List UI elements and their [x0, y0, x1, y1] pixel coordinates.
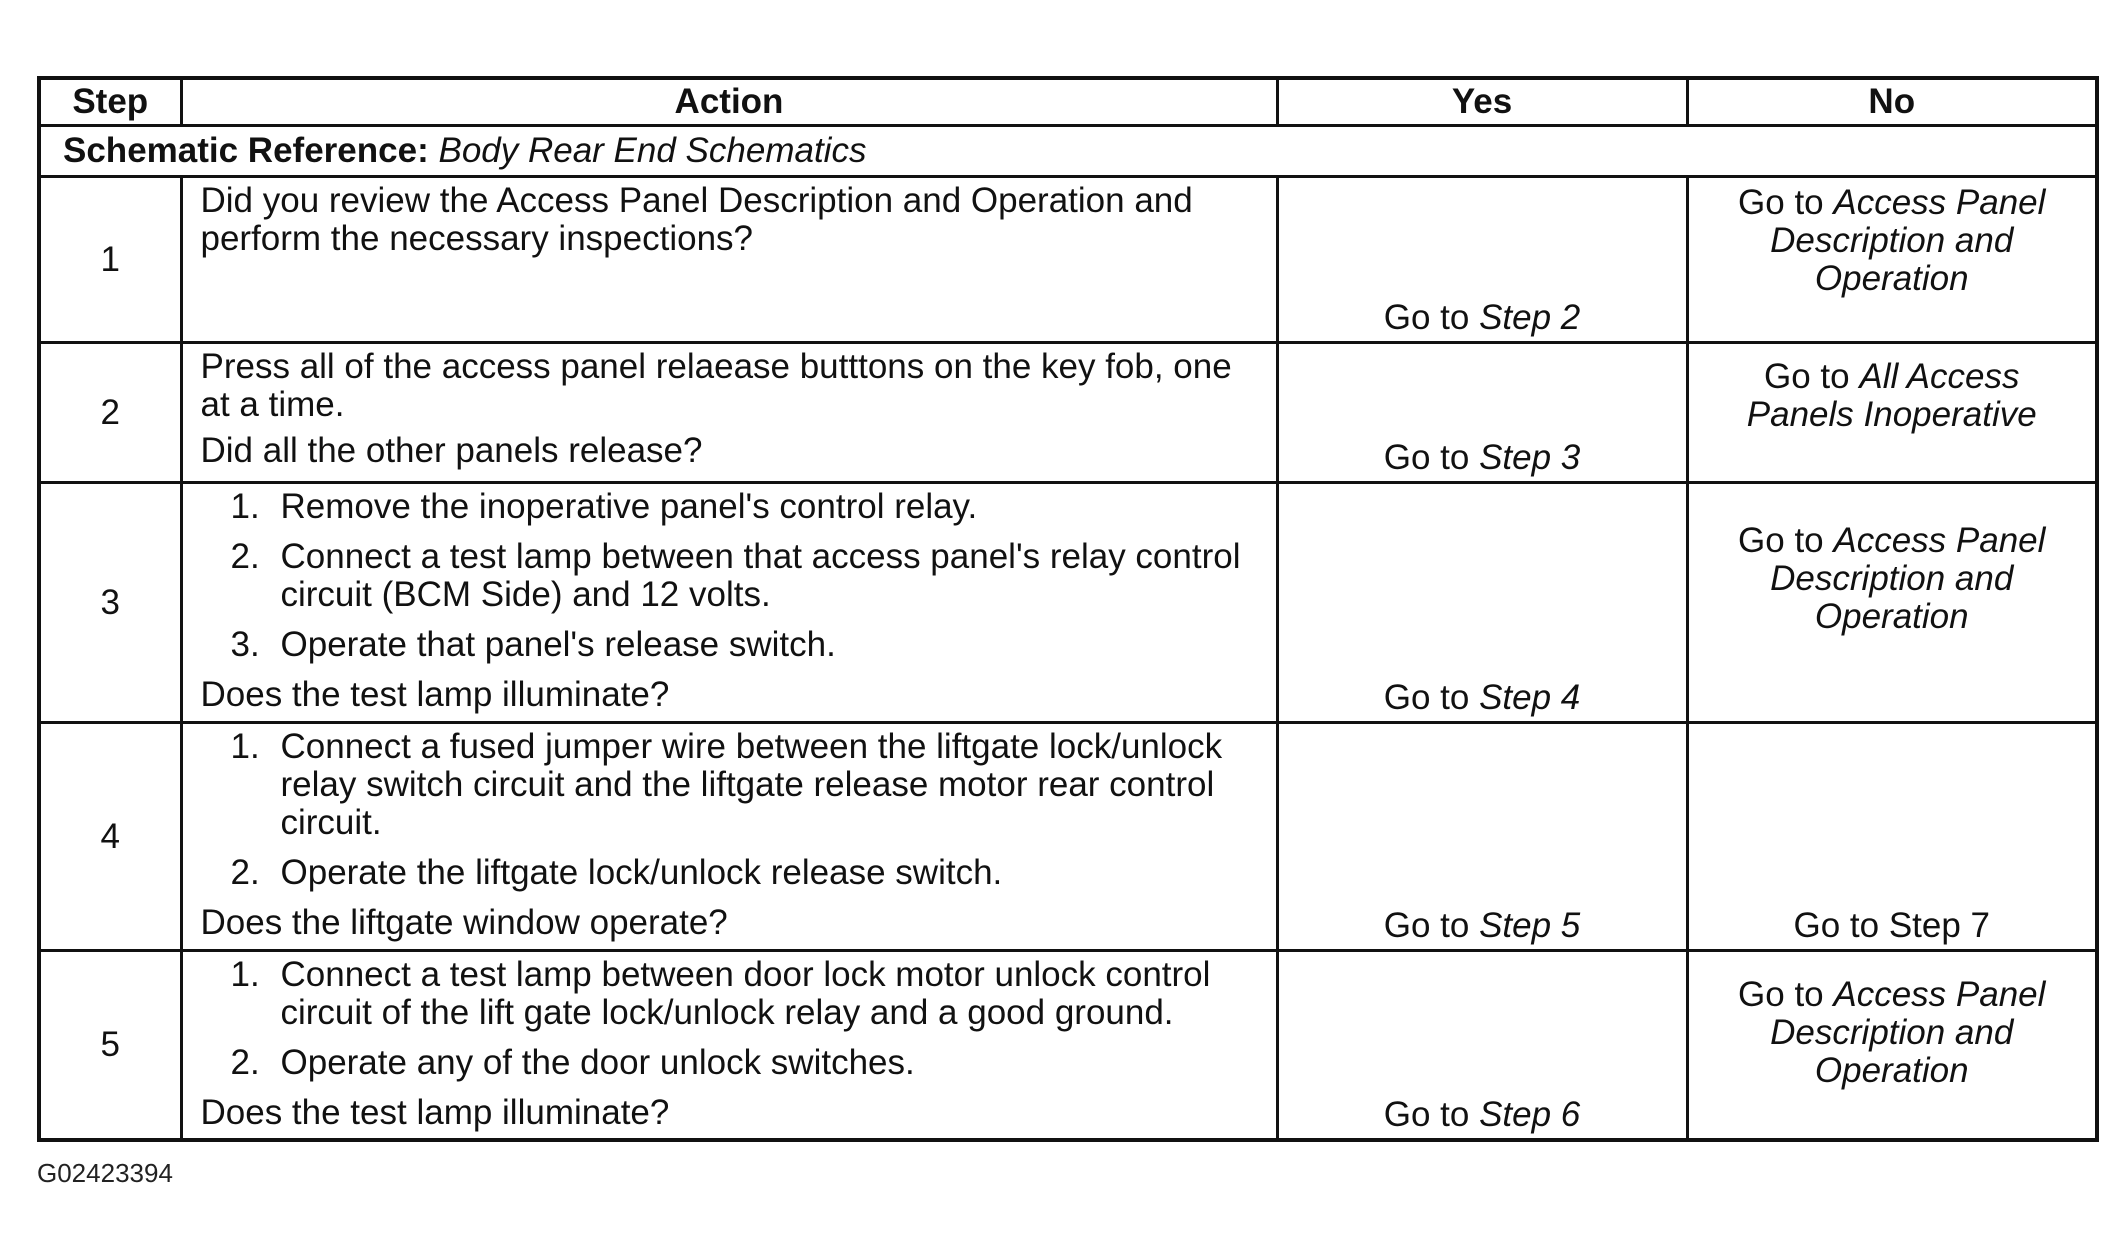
step-number: 5: [39, 951, 181, 1141]
no-reference-link[interactable]: Access Panel Description and Operation: [1770, 975, 2046, 1090]
step-number: 2: [39, 343, 181, 483]
sub-step-number: 2.: [230, 537, 260, 576]
no-cell: [1687, 483, 2097, 723]
action-cell: [181, 483, 1277, 723]
sub-step-number: 2.: [230, 1043, 260, 1082]
action-cell: [181, 951, 1277, 1141]
table-row: [39, 951, 2097, 1141]
list-item: [201, 1044, 1266, 1082]
no-prefix: Go to: [1738, 521, 1834, 560]
list-item: [201, 854, 1266, 892]
no-cell: [1687, 177, 2097, 343]
no-reference-link[interactable]: All Access Panels Inoperative: [1746, 357, 2037, 434]
schematic-row: [39, 126, 2097, 177]
yes-step-link[interactable]: Step 4: [1479, 678, 1581, 717]
yes-prefix: Go to: [1383, 906, 1480, 945]
sub-step-number: 1.: [230, 727, 260, 766]
sub-step-text: Remove the inoperative panel's control relay.: [280, 487, 978, 526]
no-prefix: Go to: [1764, 357, 1860, 396]
header-row: [39, 78, 2097, 126]
header-action: Action: [181, 78, 1277, 126]
yes-step-link[interactable]: Step 2: [1479, 298, 1581, 337]
list-item: [201, 488, 1266, 526]
no-reference-link[interactable]: Access Panel Description and Operation: [1770, 521, 2046, 636]
sub-step-list: [201, 728, 1266, 892]
no-step-link[interactable]: Step 7: [1888, 906, 1991, 945]
yes-step-link[interactable]: Step 3: [1479, 438, 1581, 477]
no-prefix: Go to: [1738, 183, 1834, 222]
yes-cell: [1277, 177, 1687, 343]
sub-step-number: 3.: [230, 625, 260, 664]
no-cell: [1687, 343, 2097, 483]
action-text: Press all of the access panel relaease butttons on the key fob, one at a time.: [200, 347, 1232, 424]
header-no: No: [1687, 78, 2097, 126]
yes-prefix: Go to: [1383, 1095, 1480, 1134]
sub-step-text: Connect a test lamp between door lock motor unlock control circuit of the lift gate lock/unlock relay and a good ground.: [280, 955, 1211, 1032]
header-step: Step: [39, 78, 181, 126]
yes-step-link[interactable]: Step 6: [1479, 1095, 1581, 1134]
action-cell: [181, 723, 1277, 951]
table-row: [39, 177, 2097, 343]
step-number: 3: [39, 483, 181, 723]
sub-step-text: Operate that panel's release switch.: [280, 625, 836, 664]
action-cell: [181, 177, 1277, 343]
yes-cell: [1277, 723, 1687, 951]
list-item: [201, 728, 1266, 842]
sub-step-number: 1.: [230, 955, 260, 994]
list-item: [201, 956, 1266, 1032]
list-item: [201, 626, 1266, 664]
table-row: [39, 343, 2097, 483]
action-cell: [181, 343, 1277, 483]
yes-cell: [1277, 483, 1687, 723]
schematic-value: Body Rear End Schematics: [438, 131, 867, 170]
sub-step-list: [201, 488, 1266, 664]
table-row: [39, 483, 2097, 723]
sub-step-list: [201, 956, 1266, 1082]
no-cell: [1687, 951, 2097, 1141]
action-text: Did you review the Access Panel Description and Operation and perform the necessary inspections?: [200, 181, 1193, 258]
sub-step-text: Operate the liftgate lock/unlock release switch.: [280, 853, 1003, 892]
action-question: Does the liftgate window operate?: [200, 903, 728, 942]
no-reference-link[interactable]: Access Panel Description and Operation: [1770, 183, 2046, 298]
no-prefix: Go to: [1793, 906, 1889, 945]
yes-prefix: Go to: [1383, 678, 1480, 717]
no-prefix: Go to: [1738, 975, 1834, 1014]
action-question: Did all the other panels release?: [200, 431, 703, 470]
schematic-label: Schematic Reference:: [63, 131, 429, 170]
schematic-reference: [39, 126, 2097, 177]
yes-prefix: Go to: [1383, 438, 1480, 477]
header-yes: Yes: [1277, 78, 1687, 126]
list-item: [201, 538, 1266, 614]
sub-step-text: Connect a fused jumper wire between the liftgate lock/unlock relay switch circuit and the liftgate release motor rear control circuit.: [280, 727, 1223, 842]
table-row: [39, 723, 2097, 951]
yes-cell: [1277, 951, 1687, 1141]
diagnostic-table: [37, 76, 2099, 1142]
step-number: 1: [39, 177, 181, 343]
figure-id: G02423394: [37, 1158, 173, 1188]
yes-cell: [1277, 343, 1687, 483]
step-number: 4: [39, 723, 181, 951]
action-question: Does the test lamp illuminate?: [200, 675, 670, 714]
sub-step-number: 2.: [230, 853, 260, 892]
yes-prefix: Go to: [1383, 298, 1480, 337]
action-question: Does the test lamp illuminate?: [200, 1093, 670, 1132]
yes-step-link[interactable]: Step 5: [1479, 906, 1581, 945]
no-cell: [1687, 723, 2097, 951]
sub-step-number: 1.: [230, 487, 260, 526]
sub-step-text: Connect a test lamp between that access panel's relay control circuit (BCM Side) and 12 volts.: [280, 537, 1241, 614]
sub-step-text: Operate any of the door unlock switches.: [280, 1043, 915, 1082]
